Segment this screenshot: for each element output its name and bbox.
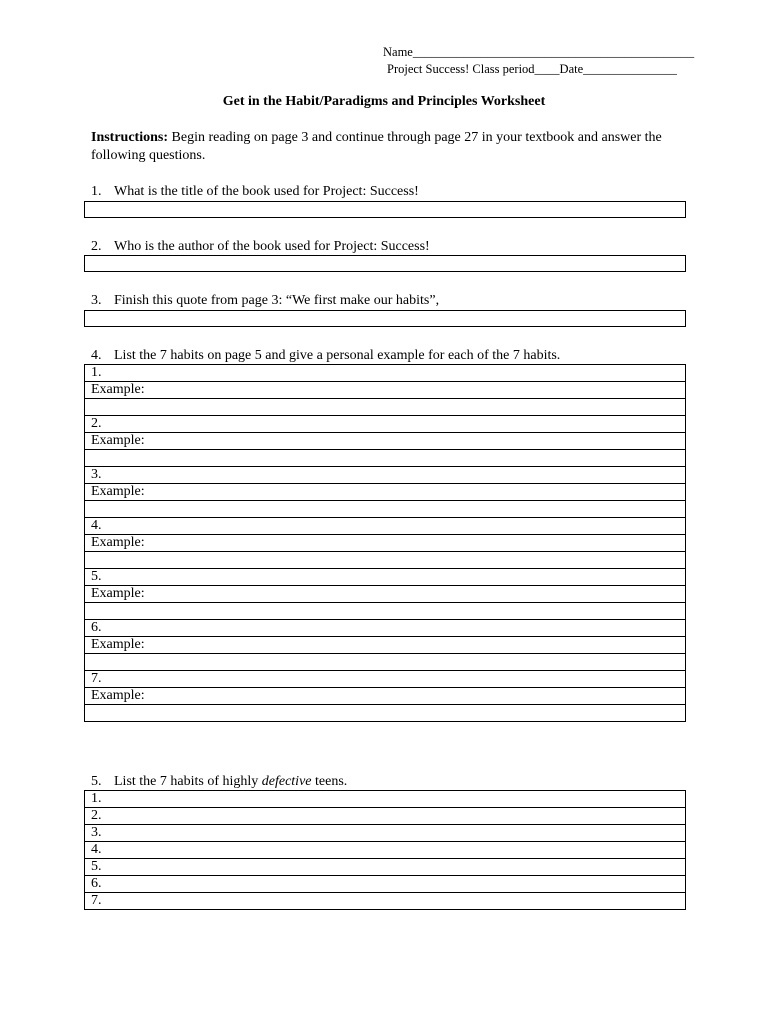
instructions-text: Begin reading on page 3 and continue through page 27 in your textbook and answer the following questions. — [91, 130, 662, 163]
question-number: 5. — [91, 774, 102, 789]
habit-example-cell[interactable]: Example: — [85, 484, 686, 501]
question-3 — [91, 292, 439, 310]
table-row — [85, 484, 686, 501]
table-row — [85, 603, 686, 620]
table-row — [85, 705, 686, 722]
question-number: 4. — [91, 348, 102, 363]
habit-number-cell[interactable]: 3. — [85, 467, 686, 484]
instructions-paragraph — [91, 129, 691, 165]
defective-habit-cell[interactable]: 2. — [85, 808, 686, 825]
table-row — [85, 654, 686, 671]
habit-blank-cell[interactable] — [85, 399, 686, 416]
answer-box-3[interactable] — [84, 310, 686, 327]
defective-habit-cell[interactable]: 1. — [85, 791, 686, 808]
table-row — [85, 365, 686, 382]
question-text: Finish this quote from page 3: “We first make our habits”, — [114, 293, 440, 308]
question-4 — [91, 347, 560, 365]
table-row — [85, 569, 686, 586]
habit-blank-cell[interactable] — [85, 603, 686, 620]
student-info-header — [383, 44, 694, 78]
habit-number-cell[interactable]: 6. — [85, 620, 686, 637]
table-row — [85, 859, 686, 876]
answer-box-1[interactable] — [84, 201, 686, 218]
question-number: 3. — [91, 293, 102, 308]
instructions-label: Instructions: — [91, 130, 169, 145]
question-text-after: teens. — [311, 774, 348, 789]
habit-number-cell[interactable]: 5. — [85, 569, 686, 586]
question-text-before: List the 7 habits of highly — [114, 774, 262, 789]
name-line: Name_____________________________________________ — [383, 45, 695, 59]
defective-habit-cell[interactable]: 4. — [85, 842, 686, 859]
table-row — [85, 620, 686, 637]
table-row — [85, 535, 686, 552]
habit-blank-cell[interactable] — [85, 501, 686, 518]
table-row — [85, 791, 686, 808]
question-2 — [91, 238, 430, 256]
table-row — [85, 825, 686, 842]
habit-blank-cell[interactable] — [85, 450, 686, 467]
class-period-date-line: Project Success! Class period____Date_______________ — [387, 62, 677, 76]
table-row — [85, 688, 686, 705]
habit-example-cell[interactable]: Example: — [85, 535, 686, 552]
table-row — [85, 637, 686, 654]
habit-example-cell[interactable]: Example: — [85, 433, 686, 450]
habit-number-cell[interactable]: 7. — [85, 671, 686, 688]
defective-habit-cell[interactable]: 7. — [85, 893, 686, 910]
table-row — [85, 416, 686, 433]
table-row — [85, 808, 686, 825]
table-row — [85, 552, 686, 569]
habit-example-cell[interactable]: Example: — [85, 586, 686, 603]
answer-box-2[interactable] — [84, 255, 686, 272]
table-row — [85, 399, 686, 416]
habits-table — [84, 364, 686, 722]
table-row — [85, 433, 686, 450]
question-text — [114, 774, 347, 789]
table-row — [85, 893, 686, 910]
habit-example-cell[interactable]: Example: — [85, 688, 686, 705]
question-text: Who is the author of the book used for Project: Success! — [114, 239, 430, 254]
defective-habit-cell[interactable]: 6. — [85, 876, 686, 893]
habit-blank-cell[interactable] — [85, 705, 686, 722]
table-row — [85, 382, 686, 399]
question-1 — [91, 183, 419, 201]
table-row — [85, 467, 686, 484]
habit-blank-cell[interactable] — [85, 552, 686, 569]
table-row — [85, 518, 686, 535]
habit-number-cell[interactable]: 1. — [85, 365, 686, 382]
question-text: List the 7 habits on page 5 and give a personal example for each of the 7 habits. — [114, 348, 561, 363]
habit-number-cell[interactable]: 2. — [85, 416, 686, 433]
habit-blank-cell[interactable] — [85, 654, 686, 671]
table-row — [85, 450, 686, 467]
table-row — [85, 586, 686, 603]
habit-example-cell[interactable]: Example: — [85, 637, 686, 654]
table-row — [85, 671, 686, 688]
question-5 — [91, 773, 347, 791]
table-row — [85, 876, 686, 893]
habit-example-cell[interactable]: Example: — [85, 382, 686, 399]
defective-habit-cell[interactable]: 3. — [85, 825, 686, 842]
habit-number-cell[interactable]: 4. — [85, 518, 686, 535]
question-text: What is the title of the book used for Project: Success! — [114, 184, 419, 199]
question-text-emphasis: defective — [261, 774, 312, 789]
question-number: 1. — [91, 184, 102, 199]
table-row — [85, 501, 686, 518]
worksheet-title: Get in the Habit/Paradigms and Principles Worksheet — [222, 94, 546, 109]
defective-habits-table — [84, 790, 686, 910]
defective-habit-cell[interactable]: 5. — [85, 859, 686, 876]
table-row — [85, 842, 686, 859]
question-number: 2. — [91, 239, 102, 254]
